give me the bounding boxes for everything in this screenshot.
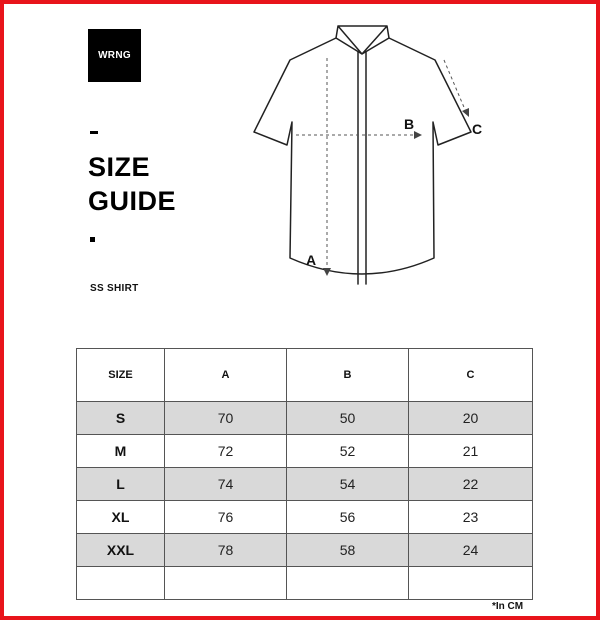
value-a: 70 <box>165 402 287 435</box>
empty-cell <box>77 567 165 600</box>
size-cell: S <box>77 402 165 435</box>
value-c: 21 <box>409 435 533 468</box>
empty-cell <box>165 567 287 600</box>
value-a: 78 <box>165 534 287 567</box>
value-b: 54 <box>287 468 409 501</box>
header-a: A <box>165 349 287 402</box>
value-b: 50 <box>287 402 409 435</box>
measure-b-arrow <box>414 131 422 139</box>
table-row-empty <box>77 567 533 600</box>
value-b: 52 <box>287 435 409 468</box>
shirt-diagram <box>244 22 504 294</box>
label-c: C <box>472 121 483 137</box>
empty-cell <box>409 567 533 600</box>
value-a: 76 <box>165 501 287 534</box>
empty-cell <box>287 567 409 600</box>
unit-footnote: *In CM <box>492 601 524 612</box>
header-c: C <box>409 349 533 402</box>
size-cell: XL <box>77 501 165 534</box>
product-name: SS SHIRT <box>90 283 139 294</box>
measure-a-arrow <box>323 268 331 276</box>
size-table <box>76 348 533 600</box>
size-cell: L <box>77 468 165 501</box>
brand-logo-text: WRNG <box>98 50 131 61</box>
title-dash <box>90 131 98 134</box>
table-row <box>77 501 533 534</box>
brand-logo <box>88 29 141 82</box>
label-a: A <box>306 252 317 268</box>
title-line-2: GUIDE <box>88 186 177 216</box>
table-row <box>77 468 533 501</box>
shirt-placket <box>358 52 366 284</box>
value-c: 22 <box>409 468 533 501</box>
page-title <box>88 150 176 218</box>
value-a: 74 <box>165 468 287 501</box>
label-b: B <box>404 116 415 132</box>
size-cell: M <box>77 435 165 468</box>
table-row <box>77 402 533 435</box>
shirt-collar <box>336 26 389 54</box>
value-b: 56 <box>287 501 409 534</box>
title-dot <box>90 237 95 242</box>
table-row <box>77 534 533 567</box>
value-c: 20 <box>409 402 533 435</box>
value-c: 24 <box>409 534 533 567</box>
title-line-1: SIZE <box>88 152 151 182</box>
value-c: 23 <box>409 501 533 534</box>
table-header-row <box>77 349 533 402</box>
table-row <box>77 435 533 468</box>
header-size: SIZE <box>77 349 165 402</box>
shirt-outline <box>254 38 471 274</box>
size-cell: XXL <box>77 534 165 567</box>
value-b: 58 <box>287 534 409 567</box>
value-a: 72 <box>165 435 287 468</box>
header-b: B <box>287 349 409 402</box>
